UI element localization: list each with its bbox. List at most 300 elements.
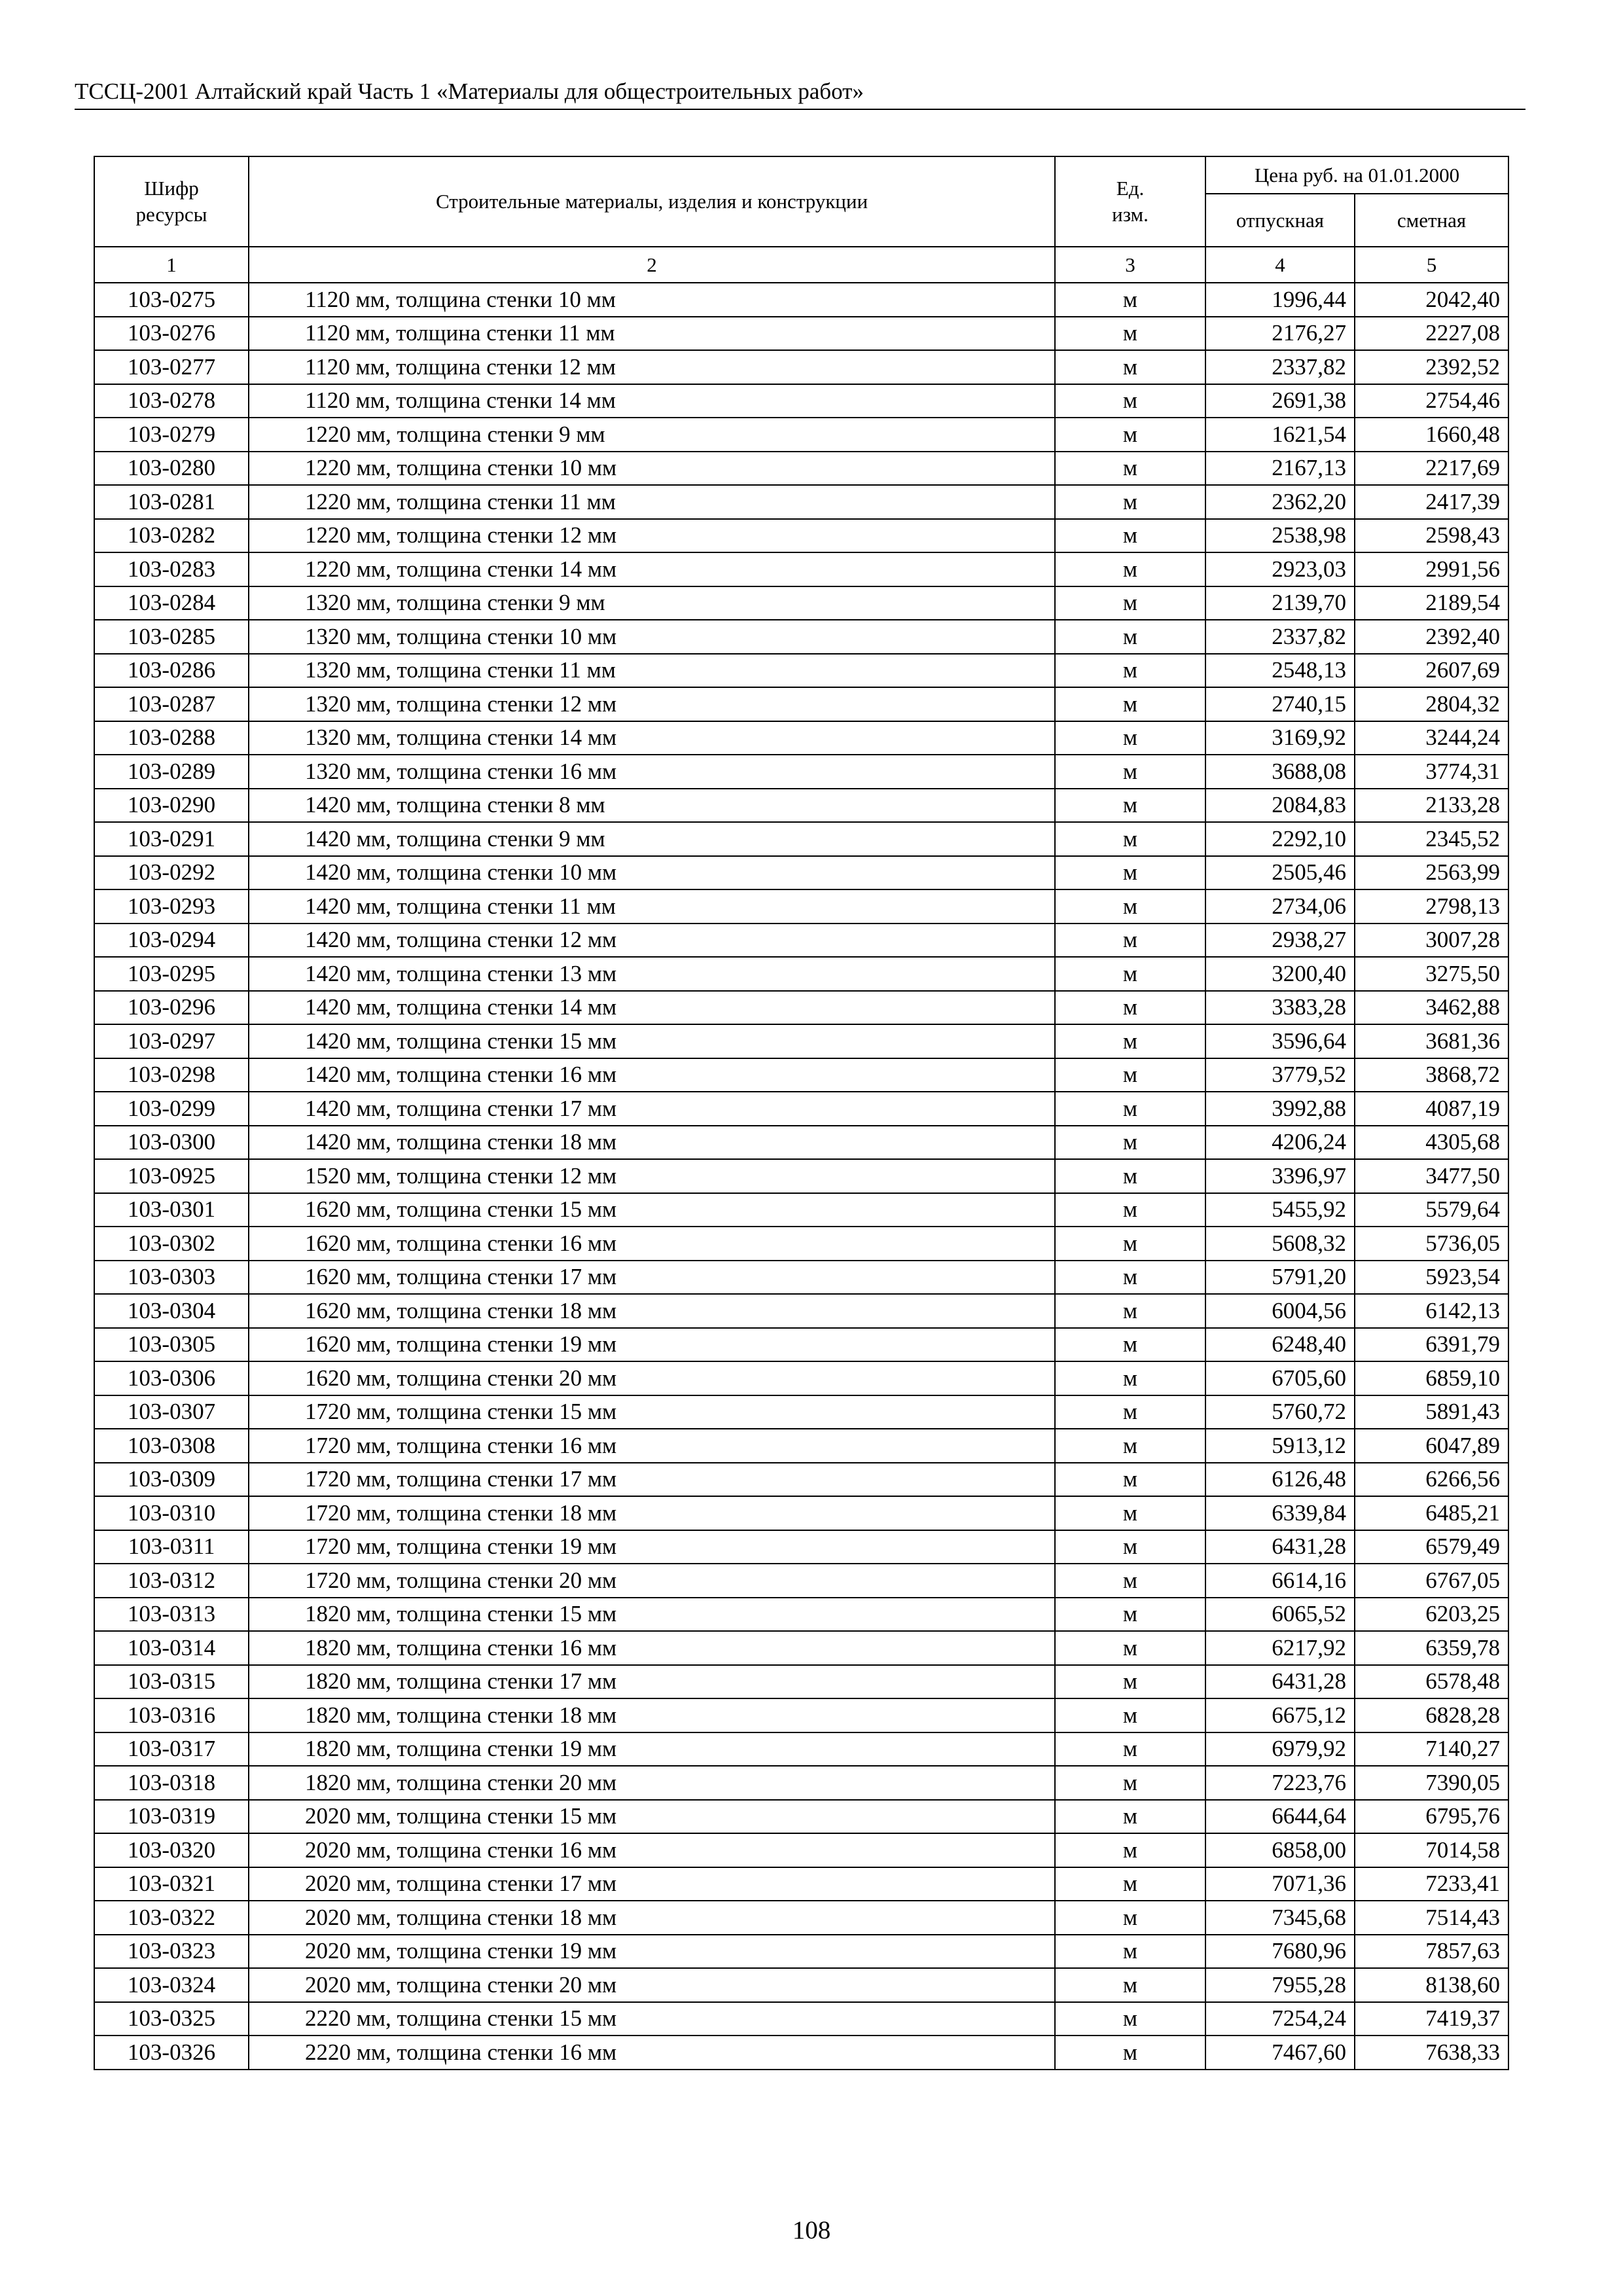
row-unit-cell: м (1055, 1867, 1205, 1901)
row-release-price-cell: 6431,28 (1205, 1530, 1355, 1564)
row-release-price-cell: 3169,92 (1205, 721, 1355, 755)
row-release-price-cell: 6675,12 (1205, 1698, 1355, 1732)
row-unit-cell: м (1055, 1463, 1205, 1497)
row-code-cell: 103-0275 (94, 283, 249, 317)
row-code-cell: 103-0321 (94, 1867, 249, 1901)
table-row (94, 1092, 1508, 1126)
row-unit-cell: м (1055, 721, 1205, 755)
table-row (94, 856, 1508, 890)
row-release-price-cell: 2734,06 (1205, 889, 1355, 924)
row-unit-cell: м (1055, 1126, 1205, 1160)
table-row (94, 1159, 1508, 1193)
row-estimate-price-cell: 6266,56 (1355, 1463, 1508, 1497)
row-unit-cell: м (1055, 350, 1205, 384)
row-estimate-price-cell: 6391,79 (1355, 1328, 1508, 1362)
row-release-price-cell: 6126,48 (1205, 1463, 1355, 1497)
row-release-price-cell: 6217,92 (1205, 1631, 1355, 1665)
table-row (94, 991, 1508, 1025)
row-name-cell: 1420 мм, толщина стенки 8 мм (249, 789, 1055, 823)
row-unit-cell: м (1055, 1901, 1205, 1935)
row-estimate-price-cell: 6859,10 (1355, 1361, 1508, 1395)
row-estimate-price-cell: 6578,48 (1355, 1665, 1508, 1699)
row-name-cell: 1620 мм, толщина стенки 16 мм (249, 1227, 1055, 1261)
row-unit-cell: м (1055, 485, 1205, 519)
table-row (94, 789, 1508, 823)
table-row (94, 283, 1508, 317)
row-name-cell: 1420 мм, толщина стенки 17 мм (249, 1092, 1055, 1126)
row-unit-cell: м (1055, 1732, 1205, 1767)
row-code-cell: 103-0325 (94, 2002, 249, 2036)
row-unit-cell: м (1055, 1833, 1205, 1867)
row-code-cell: 103-0316 (94, 1698, 249, 1732)
row-release-price-cell: 2923,03 (1205, 552, 1355, 586)
row-name-cell: 1320 мм, толщина стенки 14 мм (249, 721, 1055, 755)
row-release-price-cell: 7955,28 (1205, 1968, 1355, 2002)
row-name-cell: 2020 мм, толщина стенки 18 мм (249, 1901, 1055, 1935)
row-code-cell: 103-0277 (94, 350, 249, 384)
row-release-price-cell: 7467,60 (1205, 2036, 1355, 2070)
row-unit-cell: м (1055, 957, 1205, 991)
row-estimate-price-cell: 6485,21 (1355, 1496, 1508, 1530)
row-code-cell: 103-0287 (94, 687, 249, 721)
row-release-price-cell: 2691,38 (1205, 384, 1355, 418)
row-name-cell: 1620 мм, толщина стенки 19 мм (249, 1328, 1055, 1362)
row-code-cell: 103-0282 (94, 519, 249, 553)
row-name-cell: 1620 мм, толщина стенки 17 мм (249, 1261, 1055, 1295)
row-unit-cell: м (1055, 1092, 1205, 1126)
row-code-cell: 103-0291 (94, 822, 249, 856)
header-price-release: отпускная (1205, 194, 1355, 247)
row-unit-cell: м (1055, 1294, 1205, 1328)
table-row (94, 1935, 1508, 1969)
row-unit-cell: м (1055, 1024, 1205, 1058)
table-row (94, 889, 1508, 924)
row-estimate-price-cell: 6767,05 (1355, 1564, 1508, 1598)
column-number-2: 2 (249, 247, 1055, 283)
row-unit-cell: м (1055, 620, 1205, 654)
row-unit-cell: м (1055, 789, 1205, 823)
table-row (94, 924, 1508, 958)
table-row (94, 350, 1508, 384)
row-code-cell: 103-0281 (94, 485, 249, 519)
row-name-cell: 1420 мм, толщина стенки 10 мм (249, 856, 1055, 890)
row-code-cell: 103-0323 (94, 1935, 249, 1969)
row-code-cell: 103-0293 (94, 889, 249, 924)
row-name-cell: 1120 мм, толщина стенки 11 мм (249, 317, 1055, 351)
document-running-header: ТССЦ-2001 Алтайский край Часть 1 «Материалы для общестроительных работ» (75, 72, 1525, 110)
row-release-price-cell: 7071,36 (1205, 1867, 1355, 1901)
row-unit-cell: м (1055, 822, 1205, 856)
row-name-cell: 1720 мм, толщина стенки 15 мм (249, 1395, 1055, 1429)
row-code-cell: 103-0279 (94, 418, 249, 452)
row-release-price-cell: 5913,12 (1205, 1429, 1355, 1463)
row-release-price-cell: 7680,96 (1205, 1935, 1355, 1969)
header-price-group: Цена руб. на 01.01.2000 (1205, 156, 1508, 194)
table-row (94, 620, 1508, 654)
row-name-cell: 1620 мм, толщина стенки 20 мм (249, 1361, 1055, 1395)
row-code-cell: 103-0308 (94, 1429, 249, 1463)
header-unit-label: Ед. изм. (1112, 177, 1149, 226)
row-release-price-cell: 3779,52 (1205, 1058, 1355, 1092)
row-code-cell: 103-0314 (94, 1631, 249, 1665)
row-release-price-cell: 2176,27 (1205, 317, 1355, 351)
row-estimate-price-cell: 3244,24 (1355, 721, 1508, 755)
row-unit-cell: м (1055, 856, 1205, 890)
row-release-price-cell: 2505,46 (1205, 856, 1355, 890)
row-estimate-price-cell: 6203,25 (1355, 1598, 1508, 1632)
row-release-price-cell: 1996,44 (1205, 283, 1355, 317)
row-code-cell: 103-0305 (94, 1328, 249, 1362)
row-unit-cell: м (1055, 552, 1205, 586)
table-row (94, 552, 1508, 586)
row-name-cell: 1420 мм, толщина стенки 16 мм (249, 1058, 1055, 1092)
row-code-cell: 103-0280 (94, 452, 249, 486)
row-estimate-price-cell: 7390,05 (1355, 1766, 1508, 1800)
row-name-cell: 1320 мм, толщина стенки 10 мм (249, 620, 1055, 654)
header-price-estimate: сметная (1355, 194, 1508, 247)
row-name-cell: 1120 мм, толщина стенки 12 мм (249, 350, 1055, 384)
row-estimate-price-cell: 2607,69 (1355, 654, 1508, 688)
row-code-cell: 103-0322 (94, 1901, 249, 1935)
row-name-cell: 1820 мм, толщина стенки 18 мм (249, 1698, 1055, 1732)
header-unit (1055, 156, 1205, 247)
row-unit-cell: м (1055, 317, 1205, 351)
row-name-cell: 1220 мм, толщина стенки 12 мм (249, 519, 1055, 553)
row-unit-cell: м (1055, 1496, 1205, 1530)
row-release-price-cell: 5760,72 (1205, 1395, 1355, 1429)
table-row (94, 1024, 1508, 1058)
row-name-cell: 1820 мм, толщина стенки 16 мм (249, 1631, 1055, 1665)
row-unit-cell: м (1055, 1193, 1205, 1227)
row-release-price-cell: 3200,40 (1205, 957, 1355, 991)
row-release-price-cell: 3396,97 (1205, 1159, 1355, 1193)
row-name-cell: 1320 мм, толщина стенки 9 мм (249, 586, 1055, 620)
column-number-4: 4 (1205, 247, 1355, 283)
column-number-5: 5 (1355, 247, 1508, 283)
row-unit-cell: м (1055, 1261, 1205, 1295)
row-release-price-cell: 7345,68 (1205, 1901, 1355, 1935)
row-estimate-price-cell: 3477,50 (1355, 1159, 1508, 1193)
row-estimate-price-cell: 6047,89 (1355, 1429, 1508, 1463)
row-code-cell: 103-0304 (94, 1294, 249, 1328)
row-unit-cell: м (1055, 283, 1205, 317)
row-estimate-price-cell: 5891,43 (1355, 1395, 1508, 1429)
row-code-cell: 103-0294 (94, 924, 249, 958)
table-row (94, 957, 1508, 991)
row-unit-cell: м (1055, 1058, 1205, 1092)
row-estimate-price-cell: 2392,52 (1355, 350, 1508, 384)
table-row (94, 1294, 1508, 1328)
row-code-cell: 103-0317 (94, 1732, 249, 1767)
row-name-cell: 1420 мм, толщина стенки 11 мм (249, 889, 1055, 924)
row-estimate-price-cell: 8138,60 (1355, 1968, 1508, 2002)
row-release-price-cell: 6705,60 (1205, 1361, 1355, 1395)
row-unit-cell: м (1055, 1564, 1205, 1598)
table-row (94, 1833, 1508, 1867)
row-name-cell: 2020 мм, толщина стенки 17 мм (249, 1867, 1055, 1901)
row-name-cell: 1420 мм, толщина стенки 15 мм (249, 1024, 1055, 1058)
header-name: Строительные материалы, изделия и конструкции (249, 156, 1055, 247)
row-code-cell: 103-0312 (94, 1564, 249, 1598)
row-estimate-price-cell: 2042,40 (1355, 283, 1508, 317)
row-estimate-price-cell: 6579,49 (1355, 1530, 1508, 1564)
row-code-cell: 103-0289 (94, 755, 249, 789)
row-release-price-cell: 5608,32 (1205, 1227, 1355, 1261)
row-code-cell: 103-0283 (94, 552, 249, 586)
table-row (94, 1429, 1508, 1463)
row-code-cell: 103-0320 (94, 1833, 249, 1867)
row-code-cell: 103-0324 (94, 1968, 249, 2002)
row-unit-cell: м (1055, 889, 1205, 924)
table-row (94, 1665, 1508, 1699)
row-release-price-cell: 5455,92 (1205, 1193, 1355, 1227)
row-code-cell: 103-0298 (94, 1058, 249, 1092)
row-name-cell: 1820 мм, толщина стенки 20 мм (249, 1766, 1055, 1800)
row-estimate-price-cell: 2417,39 (1355, 485, 1508, 519)
row-name-cell: 1720 мм, толщина стенки 19 мм (249, 1530, 1055, 1564)
row-code-cell: 103-0309 (94, 1463, 249, 1497)
table-row (94, 1328, 1508, 1362)
row-release-price-cell: 6431,28 (1205, 1665, 1355, 1699)
table-row (94, 1901, 1508, 1935)
row-name-cell: 1820 мм, толщина стенки 17 мм (249, 1665, 1055, 1699)
table-row (94, 1126, 1508, 1160)
header-code-label: Шифр ресурсы (135, 177, 207, 226)
row-unit-cell: м (1055, 1530, 1205, 1564)
row-release-price-cell: 6858,00 (1205, 1833, 1355, 1867)
row-unit-cell: м (1055, 1227, 1205, 1261)
table-row (94, 1193, 1508, 1227)
table-row (94, 1530, 1508, 1564)
row-name-cell: 1320 мм, толщина стенки 16 мм (249, 755, 1055, 789)
table-row (94, 2036, 1508, 2070)
row-name-cell: 1820 мм, толщина стенки 19 мм (249, 1732, 1055, 1767)
row-estimate-price-cell: 3462,88 (1355, 991, 1508, 1025)
table-row (94, 1261, 1508, 1295)
table-row (94, 1227, 1508, 1261)
row-code-cell: 103-0311 (94, 1530, 249, 1564)
row-estimate-price-cell: 3868,72 (1355, 1058, 1508, 1092)
table-row (94, 1496, 1508, 1530)
row-name-cell: 1320 мм, толщина стенки 12 мм (249, 687, 1055, 721)
row-name-cell: 1520 мм, толщина стенки 12 мм (249, 1159, 1055, 1193)
row-code-cell: 103-0296 (94, 991, 249, 1025)
row-release-price-cell: 6004,56 (1205, 1294, 1355, 1328)
row-code-cell: 103-0319 (94, 1800, 249, 1834)
row-code-cell: 103-0295 (94, 957, 249, 991)
row-name-cell: 2020 мм, толщина стенки 20 мм (249, 1968, 1055, 2002)
row-name-cell: 1120 мм, толщина стенки 14 мм (249, 384, 1055, 418)
row-name-cell: 1720 мм, толщина стенки 20 мм (249, 1564, 1055, 1598)
table-row (94, 1867, 1508, 1901)
row-name-cell: 1220 мм, толщина стенки 9 мм (249, 418, 1055, 452)
row-release-price-cell: 5791,20 (1205, 1261, 1355, 1295)
row-code-cell: 103-0292 (94, 856, 249, 890)
row-name-cell: 1420 мм, толщина стенки 18 мм (249, 1126, 1055, 1160)
row-name-cell: 1220 мм, толщина стенки 14 мм (249, 552, 1055, 586)
row-name-cell: 1320 мм, толщина стенки 11 мм (249, 654, 1055, 688)
header-code (94, 156, 249, 247)
row-release-price-cell: 2292,10 (1205, 822, 1355, 856)
row-name-cell: 1420 мм, толщина стенки 12 мм (249, 924, 1055, 958)
row-unit-cell: м (1055, 687, 1205, 721)
row-estimate-price-cell: 2991,56 (1355, 552, 1508, 586)
table-row (94, 384, 1508, 418)
row-unit-cell: м (1055, 1766, 1205, 1800)
row-name-cell: 2220 мм, толщина стенки 15 мм (249, 2002, 1055, 2036)
row-estimate-price-cell: 2133,28 (1355, 789, 1508, 823)
row-name-cell: 1120 мм, толщина стенки 10 мм (249, 283, 1055, 317)
table-row (94, 1463, 1508, 1497)
table-row (94, 1058, 1508, 1092)
row-estimate-price-cell: 6359,78 (1355, 1631, 1508, 1665)
row-name-cell: 1720 мм, толщина стенки 18 мм (249, 1496, 1055, 1530)
row-unit-cell: м (1055, 755, 1205, 789)
row-unit-cell: м (1055, 452, 1205, 486)
row-unit-cell: м (1055, 586, 1205, 620)
table-row (94, 687, 1508, 721)
table-row (94, 755, 1508, 789)
row-estimate-price-cell: 7140,27 (1355, 1732, 1508, 1767)
row-code-cell: 103-0300 (94, 1126, 249, 1160)
row-estimate-price-cell: 7419,37 (1355, 2002, 1508, 2036)
row-code-cell: 103-0318 (94, 1766, 249, 1800)
table-row (94, 1968, 1508, 2002)
row-unit-cell: м (1055, 1395, 1205, 1429)
row-unit-cell: м (1055, 654, 1205, 688)
row-name-cell: 1420 мм, толщина стенки 9 мм (249, 822, 1055, 856)
row-code-cell: 103-0286 (94, 654, 249, 688)
row-name-cell: 2220 мм, толщина стенки 16 мм (249, 2036, 1055, 2070)
row-name-cell: 2020 мм, толщина стенки 16 мм (249, 1833, 1055, 1867)
row-code-cell: 103-0301 (94, 1193, 249, 1227)
row-name-cell: 2020 мм, толщина стенки 19 мм (249, 1935, 1055, 1969)
row-unit-cell: м (1055, 1429, 1205, 1463)
row-estimate-price-cell: 5579,64 (1355, 1193, 1508, 1227)
row-unit-cell: м (1055, 1598, 1205, 1632)
row-estimate-price-cell: 3275,50 (1355, 957, 1508, 991)
table-row (94, 2002, 1508, 2036)
table-row (94, 418, 1508, 452)
row-release-price-cell: 2139,70 (1205, 586, 1355, 620)
row-release-price-cell: 3596,64 (1205, 1024, 1355, 1058)
row-release-price-cell: 2337,82 (1205, 620, 1355, 654)
row-unit-cell: м (1055, 418, 1205, 452)
row-estimate-price-cell: 2598,43 (1355, 519, 1508, 553)
row-code-cell: 103-0276 (94, 317, 249, 351)
row-estimate-price-cell: 4305,68 (1355, 1126, 1508, 1160)
row-name-cell: 1220 мм, толщина стенки 10 мм (249, 452, 1055, 486)
table-row (94, 721, 1508, 755)
row-name-cell: 1620 мм, толщина стенки 15 мм (249, 1193, 1055, 1227)
row-code-cell: 103-0288 (94, 721, 249, 755)
row-code-cell: 103-0326 (94, 2036, 249, 2070)
row-estimate-price-cell: 3681,36 (1355, 1024, 1508, 1058)
table-row (94, 654, 1508, 688)
row-code-cell: 103-0925 (94, 1159, 249, 1193)
table-row (94, 1564, 1508, 1598)
row-unit-cell: м (1055, 991, 1205, 1025)
table-row (94, 1395, 1508, 1429)
row-release-price-cell: 7223,76 (1205, 1766, 1355, 1800)
row-estimate-price-cell: 7857,63 (1355, 1935, 1508, 1969)
row-name-cell: 1420 мм, толщина стенки 14 мм (249, 991, 1055, 1025)
row-release-price-cell: 6614,16 (1205, 1564, 1355, 1598)
row-estimate-price-cell: 2563,99 (1355, 856, 1508, 890)
table-row (94, 485, 1508, 519)
row-estimate-price-cell: 3774,31 (1355, 755, 1508, 789)
row-release-price-cell: 2538,98 (1205, 519, 1355, 553)
row-estimate-price-cell: 3007,28 (1355, 924, 1508, 958)
row-code-cell: 103-0285 (94, 620, 249, 654)
row-code-cell: 103-0307 (94, 1395, 249, 1429)
row-name-cell: 1720 мм, толщина стенки 16 мм (249, 1429, 1055, 1463)
row-unit-cell: м (1055, 1631, 1205, 1665)
row-estimate-price-cell: 5923,54 (1355, 1261, 1508, 1295)
row-unit-cell: м (1055, 1800, 1205, 1834)
column-number-1: 1 (94, 247, 249, 283)
row-release-price-cell: 4206,24 (1205, 1126, 1355, 1160)
row-release-price-cell: 2548,13 (1205, 654, 1355, 688)
row-estimate-price-cell: 2754,46 (1355, 384, 1508, 418)
row-code-cell: 103-0310 (94, 1496, 249, 1530)
table-row (94, 1631, 1508, 1665)
table-row (94, 1800, 1508, 1834)
table-row (94, 1361, 1508, 1395)
row-code-cell: 103-0299 (94, 1092, 249, 1126)
row-name-cell: 2020 мм, толщина стенки 15 мм (249, 1800, 1055, 1834)
row-release-price-cell: 2337,82 (1205, 350, 1355, 384)
table-row (94, 452, 1508, 486)
row-code-cell: 103-0303 (94, 1261, 249, 1295)
row-unit-cell: м (1055, 1328, 1205, 1362)
row-release-price-cell: 7254,24 (1205, 2002, 1355, 2036)
row-release-price-cell: 6065,52 (1205, 1598, 1355, 1632)
row-release-price-cell: 3992,88 (1205, 1092, 1355, 1126)
row-release-price-cell: 2740,15 (1205, 687, 1355, 721)
row-unit-cell: м (1055, 924, 1205, 958)
row-unit-cell: м (1055, 1698, 1205, 1732)
table-row (94, 586, 1508, 620)
row-release-price-cell: 2167,13 (1205, 452, 1355, 486)
row-estimate-price-cell: 2227,08 (1355, 317, 1508, 351)
row-unit-cell: м (1055, 1968, 1205, 2002)
materials-price-table (94, 156, 1509, 2070)
row-estimate-price-cell: 4087,19 (1355, 1092, 1508, 1126)
row-code-cell: 103-0284 (94, 586, 249, 620)
row-code-cell: 103-0278 (94, 384, 249, 418)
row-release-price-cell: 2084,83 (1205, 789, 1355, 823)
row-release-price-cell: 2938,27 (1205, 924, 1355, 958)
table-row (94, 317, 1508, 351)
table-row (94, 822, 1508, 856)
row-unit-cell: м (1055, 519, 1205, 553)
table-row (94, 1698, 1508, 1732)
row-estimate-price-cell: 2804,32 (1355, 687, 1508, 721)
table-row (94, 1766, 1508, 1800)
row-code-cell: 103-0297 (94, 1024, 249, 1058)
row-estimate-price-cell: 2392,40 (1355, 620, 1508, 654)
row-unit-cell: м (1055, 2036, 1205, 2070)
row-release-price-cell: 6248,40 (1205, 1328, 1355, 1362)
row-estimate-price-cell: 7014,58 (1355, 1833, 1508, 1867)
row-code-cell: 103-0306 (94, 1361, 249, 1395)
table-row (94, 1598, 1508, 1632)
row-estimate-price-cell: 7514,43 (1355, 1901, 1508, 1935)
row-code-cell: 103-0315 (94, 1665, 249, 1699)
row-estimate-price-cell: 1660,48 (1355, 418, 1508, 452)
row-name-cell: 1820 мм, толщина стенки 15 мм (249, 1598, 1055, 1632)
